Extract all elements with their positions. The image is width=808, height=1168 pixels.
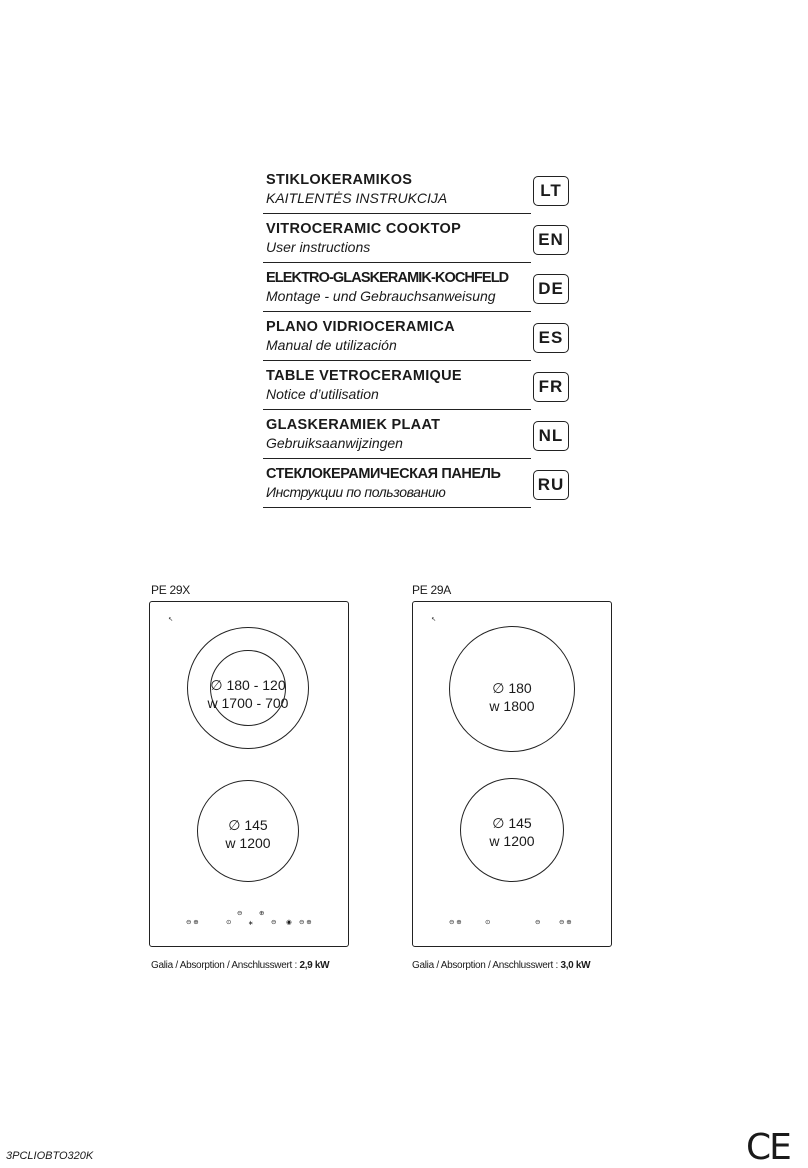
language-row-en <box>263 221 569 265</box>
minus-plus-control-icon: ⊖ ⊕ <box>449 919 462 926</box>
divider <box>263 458 531 459</box>
hob-diagram-pe29x <box>149 601 349 947</box>
language-title: STIKLOKERAMIKOS <box>266 172 413 188</box>
language-row-de <box>263 270 569 314</box>
language-row-nl <box>263 417 569 461</box>
minus-icon: ⊖ <box>535 919 541 926</box>
minus-plus-control-icon: ⊖ ⊕ <box>186 919 199 926</box>
language-row-es <box>263 319 569 363</box>
minus-plus-control-icon: ⊖ ⊕ <box>559 919 572 926</box>
language-subtitle: Инструкции по пользованию <box>266 484 446 500</box>
power-rating-pe29a <box>412 960 590 971</box>
language-subtitle: User instructions <box>266 239 371 255</box>
dual-zone-icon: ◉ <box>286 919 292 926</box>
minus-icon: ⊖ <box>271 919 277 926</box>
language-subtitle: Manual de utilización <box>266 337 397 353</box>
language-code-badge: ES <box>533 323 569 353</box>
hob-diagram-pe29a <box>412 601 612 947</box>
language-title: СТЕКЛОКЕРАМИЧЕСКАЯ ПАНЕЛЬ <box>266 466 501 482</box>
divider <box>263 507 531 508</box>
power-rating-value: 3,0 kW <box>560 960 591 971</box>
zone-diameter: ∅ 180 <box>492 680 532 696</box>
language-subtitle: Gebruiksaanwijzingen <box>266 435 403 451</box>
power-icon: ⊙ <box>226 919 232 926</box>
language-title: VITROCERAMIC COOKTOP <box>266 221 462 237</box>
power-rating-value: 2,9 kW <box>299 960 330 971</box>
language-title: ELEKTRO-GLASKERAMIK-KOCHFELD <box>266 270 509 286</box>
ce-mark-logo: CE <box>746 1127 790 1168</box>
divider <box>263 409 531 410</box>
zone-power: w 1200 <box>225 835 271 851</box>
plus-icon: ⊕ <box>259 910 265 917</box>
minus-plus-control-icon: ⊖ ⊕ <box>299 919 312 926</box>
document-code: 3PCLIOBTO320K <box>6 1150 94 1162</box>
zone-power: w 1800 <box>489 698 535 714</box>
language-subtitle: Notice d’utilisation <box>266 386 379 402</box>
pointer-mark: ↖ <box>168 617 174 623</box>
zone-power: w 1200 <box>489 833 535 849</box>
zone-diameter: ∅ 180 - 120 <box>210 677 286 693</box>
language-subtitle: KAITLENTĖS INSTRUKCIJA <box>266 190 448 206</box>
language-title: GLASKERAMIEK PLAAT <box>266 417 441 433</box>
minus-icon: ⊖ <box>237 910 243 917</box>
language-code-badge: FR <box>533 372 569 402</box>
zone-diameter: ∅ 145 <box>492 815 532 831</box>
divider <box>263 360 531 361</box>
power-rating-label: Galia / Absorption / Anschlusswert : <box>151 960 300 971</box>
language-title: PLANO VIDRIOCERAMICA <box>266 319 455 335</box>
model-label-pe29a: PE 29A <box>412 583 451 597</box>
divider <box>263 213 531 214</box>
zone-power: w 1700 - 700 <box>207 695 289 711</box>
language-code-badge: NL <box>533 421 569 451</box>
language-code-badge: RU <box>533 470 569 500</box>
power-rating-label: Galia / Absorption / Anschlusswert : <box>412 960 561 971</box>
power-icon: ⊙ <box>485 919 491 926</box>
language-title: TABLE VETROCERAMIQUE <box>266 368 462 384</box>
divider <box>263 311 531 312</box>
pointer-mark: ↖ <box>431 617 437 623</box>
zone-diameter: ∅ 145 <box>228 817 268 833</box>
language-code-badge: LT <box>533 176 569 206</box>
language-code-badge: DE <box>533 274 569 304</box>
language-row-fr <box>263 368 569 412</box>
language-code-badge: EN <box>533 225 569 255</box>
language-row-ru <box>263 466 569 510</box>
language-row-lt <box>263 172 569 216</box>
model-label-pe29x: PE 29X <box>151 583 190 597</box>
divider <box>263 262 531 263</box>
power-rating-pe29x <box>151 960 329 971</box>
language-subtitle: Montage - und Gebrauchsanweisung <box>266 288 496 304</box>
lock-icon: ∗ <box>248 920 254 927</box>
